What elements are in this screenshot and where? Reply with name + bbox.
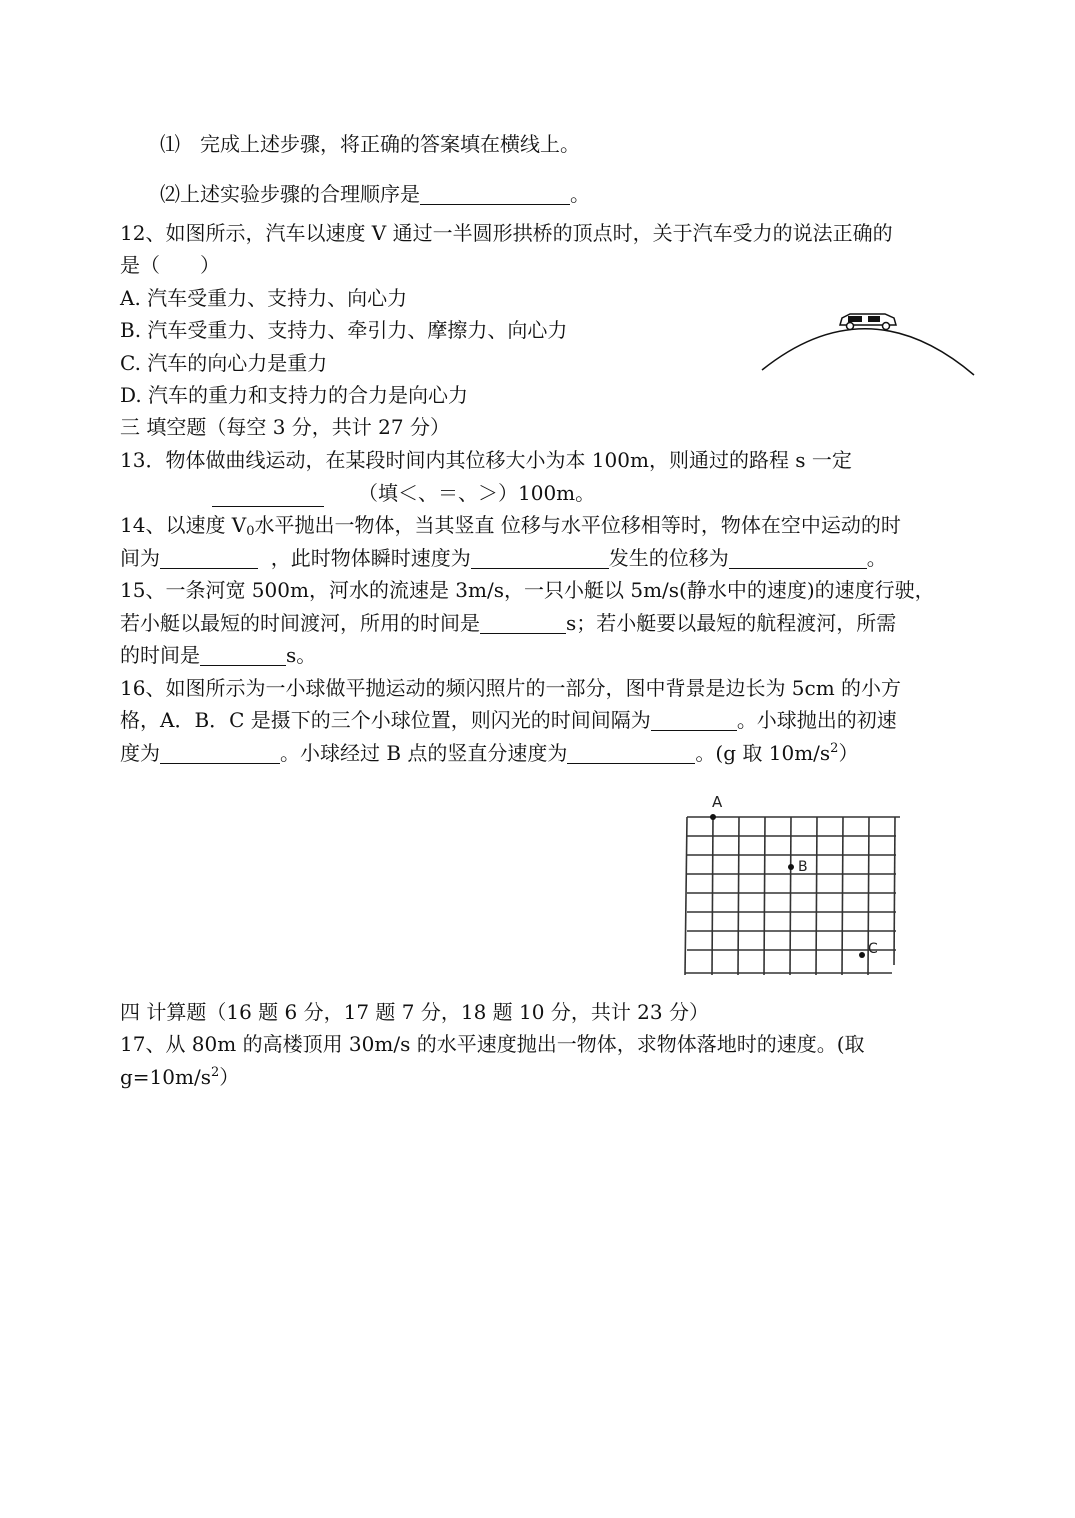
q13-line2: （填＜、＝、＞）100m。 bbox=[358, 481, 596, 505]
q12-stem-line2: 是（ ） bbox=[120, 253, 220, 277]
q14-line2: 间为 ，此时物体瞬时速度为 发生的位移为 。 bbox=[120, 546, 887, 570]
ball-position-c bbox=[859, 952, 865, 958]
q16-line2: 格，A．B．C 是摄下的三个小球位置，则闪光的时间间隔为 。小球抛出的初速 bbox=[120, 708, 897, 732]
q14-time-blank[interactable] bbox=[160, 548, 258, 569]
arch-bridge-diagram bbox=[750, 305, 985, 385]
answer-blank[interactable] bbox=[420, 184, 570, 205]
q11-step1: ⑴ 完成上述步骤，将正确的答案填在横线上。 bbox=[160, 132, 580, 156]
q12-stem-line1: 12、如图所示，汽车以速度 V 通过一半圆形拱桥的顶点时，关于汽车受力的说法正确的 bbox=[120, 221, 893, 245]
label-b: B bbox=[798, 859, 808, 875]
q14-line1: 14、以速度 $V_0$水平抛出一物体，当其竖直 位移与水平位移相等时，物体在空中运动的时 bbox=[120, 513, 901, 539]
q17-line1: 17、从 80m 的高楼顶用 30m/s 的水平速度抛出一物体，求物体落地时的速度。(取 bbox=[120, 1032, 865, 1056]
q14-velocity-blank[interactable] bbox=[471, 548, 609, 569]
q13-line1: 13．物体做曲线运动，在某段时间内其位移大小为本 100m，则通过的路程 s 一定 bbox=[120, 448, 852, 472]
q15-line2: 若小艇以最短的时间渡河，所用的时间是 s；若小艇要以最短的航程渡河，所需 bbox=[120, 611, 897, 635]
car-icon bbox=[840, 314, 896, 330]
q16-initial-velocity-blank[interactable] bbox=[160, 743, 280, 764]
q14-displacement-blank[interactable] bbox=[729, 548, 867, 569]
q15-line1: 15、一条河宽 500m，河水的流速是 3m/s，一只小艇以 5m/s(静水中的速度)的速度行驶， bbox=[120, 578, 935, 602]
q15-min-time-blank[interactable] bbox=[480, 613, 566, 634]
ball-position-b bbox=[788, 864, 794, 870]
q11-step2: ⑵上述实验步骤的合理顺序是 。 bbox=[160, 182, 590, 206]
q16-line1: 16、如图所示为一小球做平抛运动的频闪照片的一部分，图中背景是边长为 5cm 的小方 bbox=[120, 676, 902, 700]
q12-option-b: B. 汽车受重力、支持力、牵引力、摩擦力、向心力 bbox=[120, 318, 568, 342]
label-c: C bbox=[868, 941, 878, 957]
strobe-grid-diagram bbox=[670, 785, 920, 985]
section-4-heading: 四 计算题（16 题 6 分，17 题 7 分，18 题 10 分，共计 23 分） bbox=[120, 1000, 709, 1024]
q16-interval-blank[interactable] bbox=[651, 710, 737, 731]
q15-min-path-time-blank[interactable] bbox=[200, 645, 286, 666]
q12-option-c: C. 汽车的向心力是重力 bbox=[120, 351, 328, 375]
q15-line3: 的时间是 s。 bbox=[120, 643, 317, 667]
q17-line2: $g=10m/s^2$） bbox=[120, 1065, 240, 1089]
section-3-heading: 三 填空题（每空 3 分，共计 27 分） bbox=[120, 415, 450, 439]
label-a: A bbox=[712, 793, 723, 811]
q12-option-a: A. 汽车受重力、支持力、向心力 bbox=[120, 286, 408, 310]
ball-position-a bbox=[710, 814, 716, 820]
q16-vertical-velocity-blank[interactable] bbox=[567, 743, 695, 764]
q13-answer-blank[interactable] bbox=[212, 486, 324, 507]
q12-option-d: D. 汽车的重力和支持力的合力是向心力 bbox=[120, 383, 469, 407]
q16-line3: 度为 。小球经过 B 点的竖直分速度为 。(g 取 $10m/s^2$） bbox=[120, 741, 859, 765]
